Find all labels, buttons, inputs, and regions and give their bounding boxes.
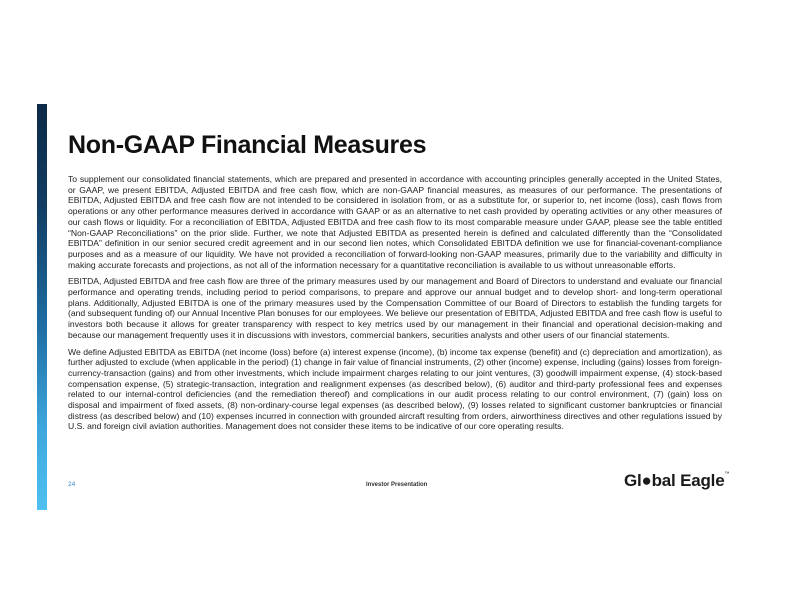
logo-text: Gl●bal Eagle	[624, 471, 725, 490]
footer-label: Investor Presentation	[366, 482, 428, 488]
page-title: Non-GAAP Financial Measures	[68, 131, 427, 159]
page-number: 24	[68, 481, 76, 488]
body-text	[68, 174, 722, 438]
trademark-symbol: ™	[724, 471, 730, 477]
paragraph-3: We define Adjusted EBITDA as EBITDA (net income (loss) before (a) interest expense (income), (b) income tax expense (benefit) and (c) depreciation and amortization), as further adjusted to exclude (when applicable in the period) (1) change in fair value of financial instruments, (2) other (income) expense, including (gains) losses from foreign-currency-transaction (gains) and from other investments, which include impairment charges relating to our joint ventures, (3) goodwill impairment expense, (4) stock-based compensation expense, (5) strategic-transaction, integration and realignment expenses (as described below), (6) auditor and third-party professional fees and expenses related to our internal-control deficiencies (and the remediation thereof) and complications in our audit process relating to our control environment, (7) (gain) loss on disposal and impairment of fixed assets, (8) non-ordinary-course legal expenses (as described below), (9) losses related to significant customer bankruptcies or financial distress (as described below) and (10) expenses incurred in connection with grounded aircraft resulting from orders, airworthiness directives and other regulations issued by U.S. and foreign civil aviation authorities. Management does not consider these items to be indicative of our core operating results.	[68, 346, 722, 432]
accent-side-bar	[37, 104, 47, 510]
global-eagle-logo	[624, 471, 729, 491]
paragraph-1: To supplement our consolidated financial statements, which are prepared and presented in accordance with accounting principles generally accepted in the United States, or GAAP, we present EBITDA, Adjusted EBITDA and free cash flow, which are non-GAAP financial measures, as measures of our performance. The presentations of EBITDA, Adjusted EBITDA and free cash flow are not intended to be considered in isolation from, or as a substitute for, or superior to, net income (loss), cash flows from operations or any other performance measures derived in accordance with GAAP or as an alternative to net cash provided by operating activities or any other measures of our cash flows or liquidity. For a reconciliation of EBITDA, Adjusted EBITDA and free cash flow to its most comparable measure under GAAP, please see the table entitled “Non-GAAP Reconciliations” on the prior slide. Further, we note that Adjusted EBITDA as presented herein is defined and calculated differently than the “Consolidated EBITDA” definition in our senior secured credit agreement and in our second lien notes, which Consolidated EBITDA definition we use for financial-covenant-compliance purposes and as a measure of our liquidity. We have not provided a reconciliation of forward-looking non-GAAP measures, primarily due to the variability and difficulty in making accurate forecasts and projections, as not all of the information necessary for a quantitative reconciliation is available to us without unreasonable efforts.	[68, 174, 722, 270]
paragraph-2: EBITDA, Adjusted EBITDA and free cash flow are three of the primary measures used by our management and Board of Directors to understand and evaluate our financial performance and operating trends, including period to period comparisons, to prepare and approve our annual budget and to develop short- and long-term operational plans. Additionally, Adjusted EBITDA is one of the primary measures used by the Compensation Committee of our Board of Directors to establish the funding targets for (and subsequent funding of) our Annual Incentive Plan bonuses for our employees. We believe our presentation of EBITDA, Adjusted EBITDA and free cash flow is useful to investors both because it allows for greater transparency with respect to key metrics used by our management in their financial and operational decision-making and because our management frequently uses it in discussions with investors, commercial bankers, securities analysts and other users of our financial statements.	[68, 276, 722, 340]
